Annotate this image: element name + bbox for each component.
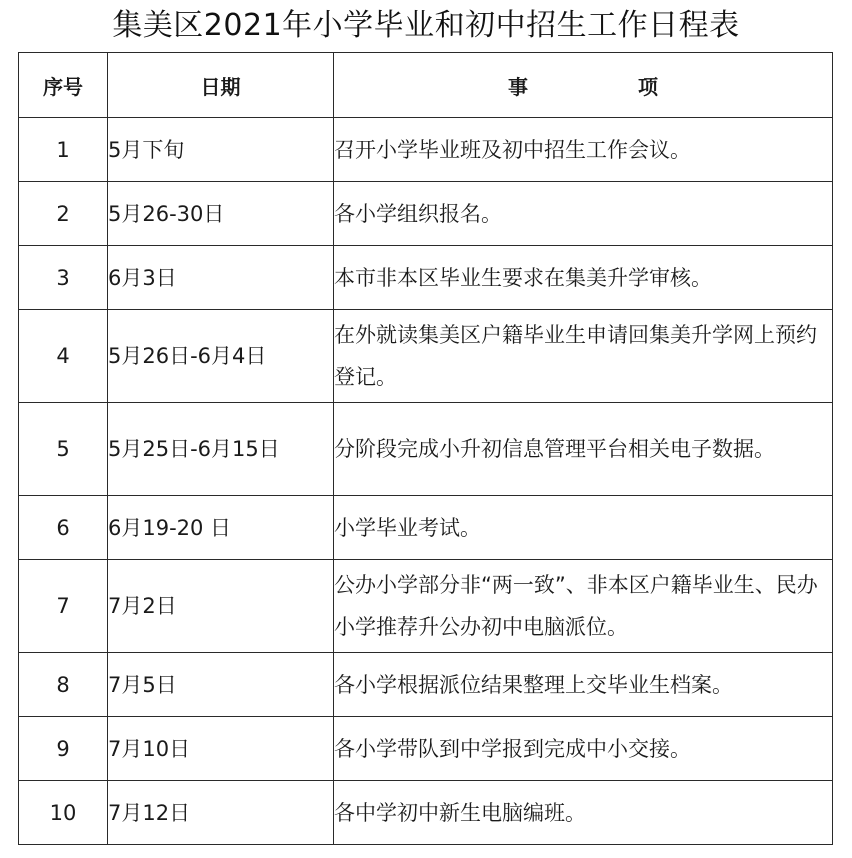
row-date: 7月12日	[108, 781, 334, 845]
row-no: 3	[19, 246, 108, 310]
row-no: 6	[19, 496, 108, 560]
row-no: 7	[19, 560, 108, 653]
table-row	[19, 118, 833, 182]
page-title: 集美区2021年小学毕业和初中招生工作日程表	[112, 8, 740, 43]
table-row	[19, 182, 833, 246]
row-date: 5月下旬	[108, 118, 334, 182]
row-matter: 分阶段完成小升初信息管理平台相关电子数据。	[334, 403, 833, 496]
row-no: 5	[19, 403, 108, 496]
row-no: 10	[19, 781, 108, 845]
header-matter-a: 事	[508, 74, 528, 99]
row-date: 6月3日	[108, 246, 334, 310]
table-row	[19, 496, 833, 560]
row-no: 1	[19, 118, 108, 182]
row-date: 6月19-20 日	[108, 496, 334, 560]
header-matter-b: 项	[638, 74, 658, 99]
header-row	[19, 53, 833, 118]
table-row	[19, 781, 833, 845]
row-date: 5月26日-6月4日	[108, 310, 334, 403]
table-row	[19, 246, 833, 310]
row-no: 9	[19, 717, 108, 781]
row-matter: 公办小学部分非“两一致”、非本区户籍毕业生、民办小学推荐升公办初中电脑派位。	[334, 560, 833, 653]
row-matter: 小学毕业考试。	[334, 496, 833, 560]
header-matter	[334, 53, 833, 118]
row-date: 7月2日	[108, 560, 334, 653]
row-matter: 召开小学毕业班及初中招生工作会议。	[334, 118, 833, 182]
row-matter: 本市非本区毕业生要求在集美升学审核。	[334, 246, 833, 310]
row-date: 5月25日-6月15日	[108, 403, 334, 496]
table-row	[19, 403, 833, 496]
row-matter: 各小学带队到中学报到完成中小交接。	[334, 717, 833, 781]
row-date: 7月5日	[108, 653, 334, 717]
row-no: 4	[19, 310, 108, 403]
table-row	[19, 310, 833, 403]
row-no: 2	[19, 182, 108, 246]
header-date: 日期	[108, 53, 334, 118]
row-date: 5月26-30日	[108, 182, 334, 246]
row-matter: 各小学组织报名。	[334, 182, 833, 246]
schedule-table	[18, 52, 833, 845]
row-date: 7月10日	[108, 717, 334, 781]
row-matter: 各小学根据派位结果整理上交毕业生档案。	[334, 653, 833, 717]
header-no: 序号	[19, 53, 108, 118]
table-row	[19, 717, 833, 781]
row-matter: 在外就读集美区户籍毕业生申请回集美升学网上预约登记。	[334, 310, 833, 403]
row-matter: 各中学初中新生电脑编班。	[334, 781, 833, 845]
table-row	[19, 560, 833, 653]
row-no: 8	[19, 653, 108, 717]
table-row	[19, 653, 833, 717]
